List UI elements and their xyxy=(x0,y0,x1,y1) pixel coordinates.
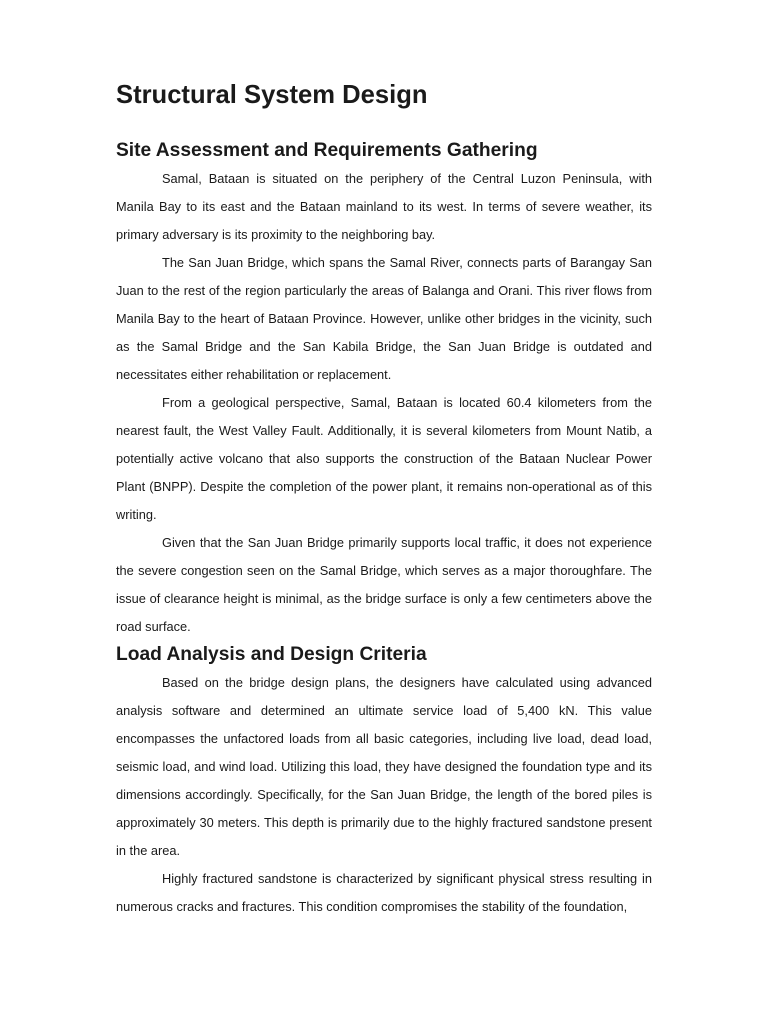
document-body xyxy=(116,81,652,921)
paragraph: Based on the bridge design plans, the designers have calculated using advanced analysis software and determined an ultimate service load of 5,400 kN. This value encompasses the unfactored loads from all basic categories, including live load, dead load, seismic load, and wind load. Utilizing this load, they have designed the foundation type and its dimensions accordingly. Specifically, for the San Juan Bridge, the length of the bored piles is approximately 30 meters. This depth is primarily due to the highly fractured sandstone present in the area. xyxy=(116,675,652,858)
paragraph: From a geological perspective, Samal, Bataan is located 60.4 kilometers from the nearest fault, the West Valley Fault. Additionally, it is several kilometers from Mount Natib, a potentially active volcano that also supports the construction of the Bataan Nuclear Power Plant (BNPP). Despite the completion of the power plant, it remains non-operational as of this writing. xyxy=(116,395,652,522)
paragraph: The San Juan Bridge, which spans the Samal River, connects parts of Barangay San Juan to the rest of the region particularly the areas of Balanga and Orani. This river flows from Manila Bay to the heart of Bataan Province. However, unlike other bridges in the vicinity, such as the Samal Bridge and the San Kabila Bridge, the San Juan Bridge is outdated and necessitates either rehabilitation or replacement. xyxy=(116,255,652,382)
document-title: Structural System Design xyxy=(116,81,428,109)
section-site-assessment xyxy=(116,137,652,641)
paragraph: Samal, Bataan is situated on the periphery of the Central Luzon Peninsula, with Manila Bay to its east and the Bataan mainland to its west. In terms of severe weather, its primary adversary is its proximity to the neighboring bay. xyxy=(116,171,652,242)
section-heading: Load Analysis and Design Criteria xyxy=(116,644,427,665)
paragraph: Given that the San Juan Bridge primarily supports local traffic, it does not experience the severe congestion seen on the Samal Bridge, which serves as a major thoroughfare. The issue of clearance height is minimal, as the bridge surface is only a few centimeters above the road surface. xyxy=(116,535,652,634)
paragraph: Highly fractured sandstone is characterized by significant physical stress resulting in numerous cracks and fractures. This condition compromises the stability of the foundation, xyxy=(116,871,652,914)
section-heading: Site Assessment and Requirements Gathering xyxy=(116,140,538,161)
section-load-analysis xyxy=(116,641,652,921)
